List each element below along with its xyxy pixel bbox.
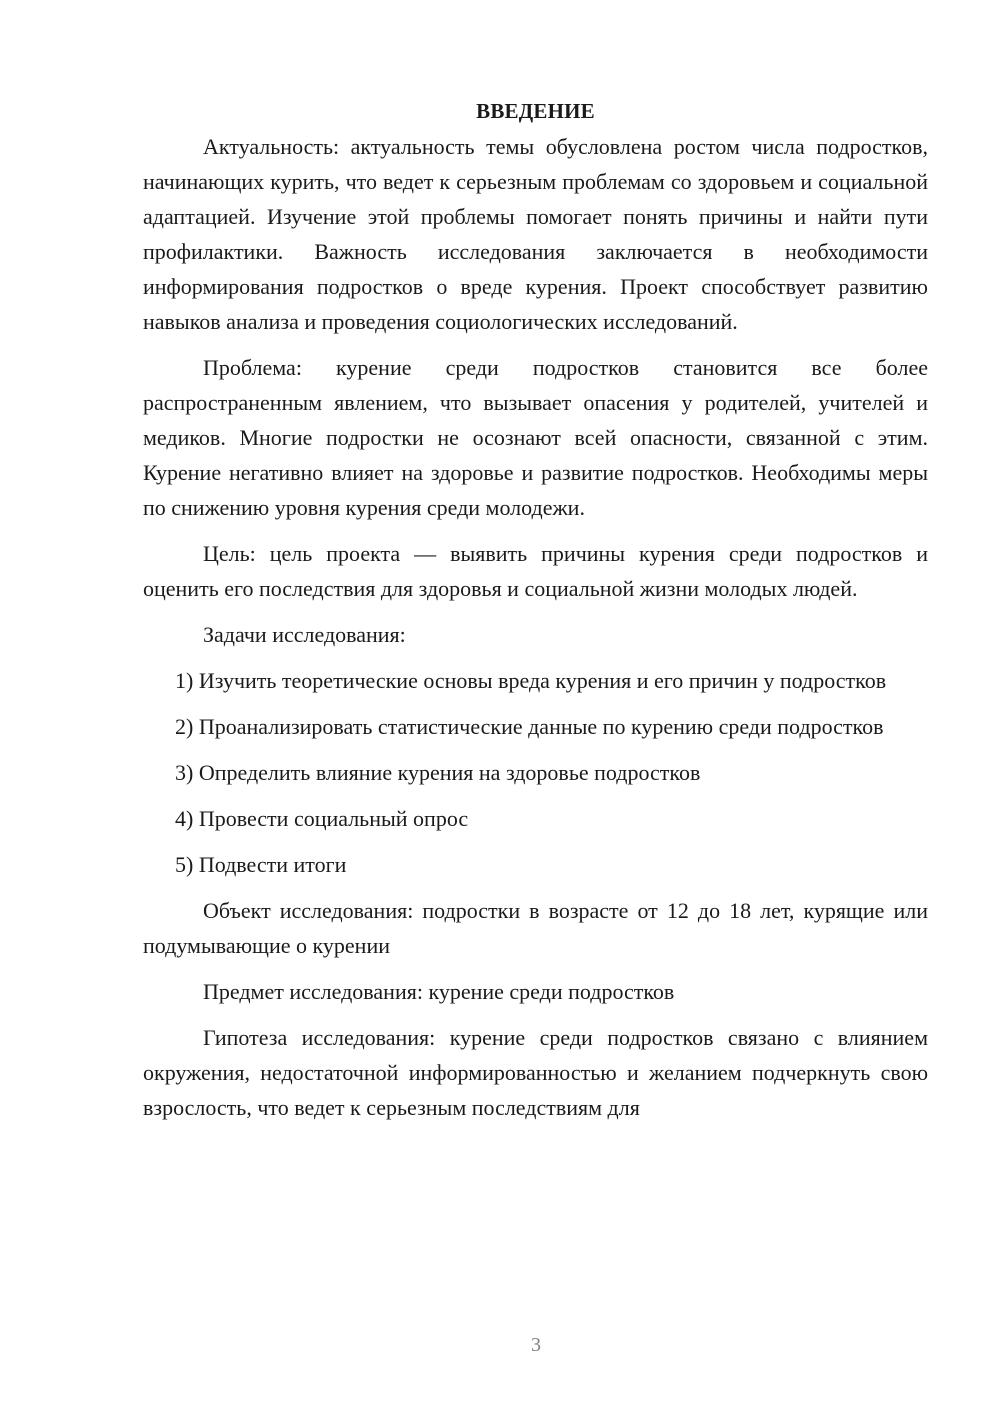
task-item: 4) Провести социальный опрос xyxy=(175,806,469,831)
task-item: 5) Подвести итоги xyxy=(175,852,347,877)
paragraph-problem: Проблема: курение среди подростков становится все более распространенным явлением, что вызывает опасения у родителей, учителей и медиков. Многие подростки не осознают всей опасности, связанной с этим. Курение негативно влияет на здоровье и развитие подростков. Необходимы меры по снижению уровня курения среди молодежи. xyxy=(143,355,928,520)
task-item: 3) Определить влияние курения на здоровье подростков xyxy=(175,760,701,785)
paragraph-subject: Предмет исследования: курение среди подростков xyxy=(203,979,675,1004)
task-item: 2) Проанализировать статистические данные по курению среди подростков xyxy=(175,714,884,739)
paragraph-hypothesis: Гипотеза исследования: курение среди подростков связано с влиянием окружения, недостаточной информированностью и желанием подчеркнуть свою взрослость, что ведет к серьезным последствиям для xyxy=(143,1025,928,1120)
paragraph-object: Объект исследования: подростки в возрасте от 12 до 18 лет, курящие или подумывающие о курении xyxy=(143,898,928,958)
task-item: 1) Изучить теоретические основы вреда курения и его причин у подростков xyxy=(175,668,887,693)
document-page xyxy=(143,96,928,1125)
paragraph-relevance: Актуальность: актуальность темы обусловлена ростом числа подростков, начинающих курить, что ведет к серьезным проблемам со здоровьем и социальной адаптацией. Изучение этой проблемы помогает понять причины и найти пути профилактики. Важность исследования заключается в необходимости информирования подростков о вреде курения. Проект способствует развитию навыков анализа и проведения социологических исследований. xyxy=(143,134,928,334)
section-title: ВВЕДЕНИЕ xyxy=(476,99,595,123)
page-number: 3 xyxy=(531,1334,541,1356)
paragraph-goal: Цель: цель проекта — выявить причины курения среди подростков и оценить его последствия для здоровья и социальной жизни молодых людей. xyxy=(143,541,928,601)
tasks-heading: Задачи исследования: xyxy=(203,622,406,647)
